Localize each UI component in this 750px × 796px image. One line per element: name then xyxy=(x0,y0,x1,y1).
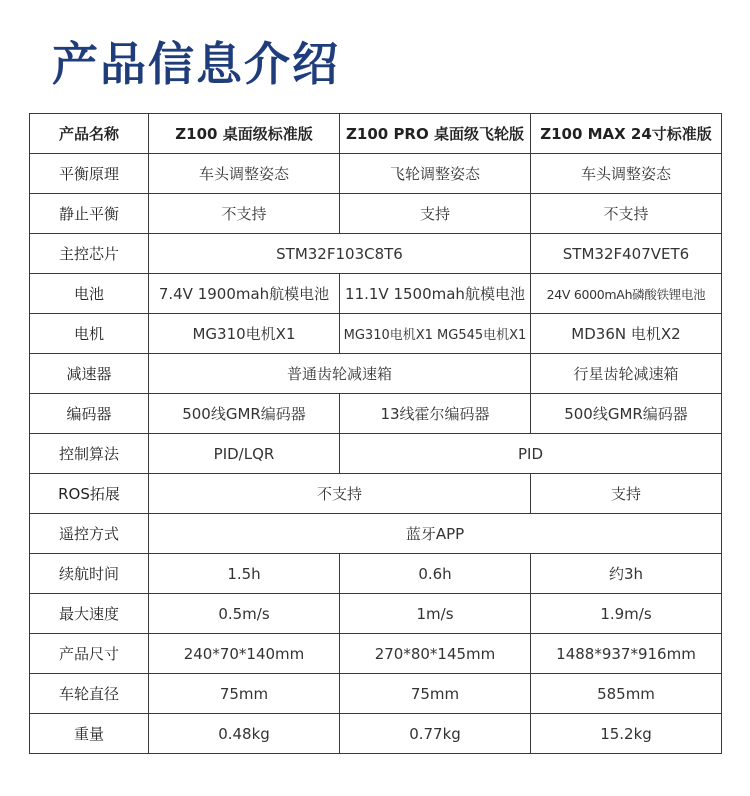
table-cell: 1.9m/s xyxy=(531,594,722,634)
row-label: 控制算法 xyxy=(30,434,149,474)
table-cell: MG310电机X1 MG545电机X1 xyxy=(340,314,531,354)
row-label: 主控芯片 xyxy=(30,234,149,274)
table-cell: 11.1V 1500mah航模电池 xyxy=(340,274,531,314)
table-row xyxy=(30,234,722,274)
row-label: 产品尺寸 xyxy=(30,634,149,674)
table-row xyxy=(30,314,722,354)
table-cell: MD36N 电机X2 xyxy=(531,314,722,354)
product-spec-table xyxy=(29,113,722,754)
table-cell: 270*80*145mm xyxy=(340,634,531,674)
row-label: 遥控方式 xyxy=(30,514,149,554)
table-cell: 75mm xyxy=(340,674,531,714)
table-cell: STM32F407VET6 xyxy=(531,234,722,274)
table-cell: 约3h xyxy=(531,554,722,594)
table-cell: PID xyxy=(340,434,722,474)
product-name-z100-pro: Z100 PRO 桌面级飞轮版 xyxy=(340,114,531,154)
table-cell: 车头调整姿态 xyxy=(149,154,340,194)
table-cell: PID/LQR xyxy=(149,434,340,474)
table-cell: STM32F103C8T6 xyxy=(149,234,531,274)
table-row xyxy=(30,274,722,314)
row-label: 续航时间 xyxy=(30,554,149,594)
table-cell: 蓝牙APP xyxy=(149,514,722,554)
table-cell: MG310电机X1 xyxy=(149,314,340,354)
table-cell: 0.5m/s xyxy=(149,594,340,634)
table-cell: 500线GMR编码器 xyxy=(149,394,340,434)
row-label: 电池 xyxy=(30,274,149,314)
table-header-row xyxy=(30,114,722,154)
table-cell: 585mm xyxy=(531,674,722,714)
table-row xyxy=(30,154,722,194)
table-cell: 15.2kg xyxy=(531,714,722,754)
table-row xyxy=(30,634,722,674)
table-row xyxy=(30,674,722,714)
page-title: 产品信息介绍 xyxy=(52,37,340,91)
row-label: 编码器 xyxy=(30,394,149,434)
table-cell: 0.48kg xyxy=(149,714,340,754)
table-cell: 不支持 xyxy=(531,194,722,234)
table-cell: 500线GMR编码器 xyxy=(531,394,722,434)
table-cell: 0.77kg xyxy=(340,714,531,754)
table-cell: 不支持 xyxy=(149,474,531,514)
table-cell: 1488*937*916mm xyxy=(531,634,722,674)
row-label: ROS拓展 xyxy=(30,474,149,514)
row-label: 减速器 xyxy=(30,354,149,394)
table-row xyxy=(30,394,722,434)
product-name-z100-max: Z100 MAX 24寸标准版 xyxy=(531,114,722,154)
row-label: 重量 xyxy=(30,714,149,754)
table-cell: 13线霍尔编码器 xyxy=(340,394,531,434)
row-label: 静止平衡 xyxy=(30,194,149,234)
table-row xyxy=(30,194,722,234)
table-row xyxy=(30,434,722,474)
table-cell: 24V 6000mAh磷酸铁锂电池 xyxy=(531,274,722,314)
table-row xyxy=(30,714,722,754)
row-label: 电机 xyxy=(30,314,149,354)
table-row xyxy=(30,554,722,594)
table-row xyxy=(30,594,722,634)
table-cell: 240*70*140mm xyxy=(149,634,340,674)
row-label: 产品名称 xyxy=(30,114,149,154)
table-row xyxy=(30,474,722,514)
table-cell: 车头调整姿态 xyxy=(531,154,722,194)
table-cell: 7.4V 1900mah航模电池 xyxy=(149,274,340,314)
row-label: 车轮直径 xyxy=(30,674,149,714)
table-cell: 行星齿轮减速箱 xyxy=(531,354,722,394)
table-cell: 75mm xyxy=(149,674,340,714)
table-cell: 支持 xyxy=(531,474,722,514)
table-cell: 不支持 xyxy=(149,194,340,234)
row-label: 平衡原理 xyxy=(30,154,149,194)
table-cell: 普通齿轮减速箱 xyxy=(149,354,531,394)
table-cell: 1m/s xyxy=(340,594,531,634)
table-row xyxy=(30,514,722,554)
table-cell: 支持 xyxy=(340,194,531,234)
product-name-z100: Z100 桌面级标准版 xyxy=(149,114,340,154)
row-label: 最大速度 xyxy=(30,594,149,634)
table-cell: 1.5h xyxy=(149,554,340,594)
table-cell: 0.6h xyxy=(340,554,531,594)
table-cell: 飞轮调整姿态 xyxy=(340,154,531,194)
table-row xyxy=(30,354,722,394)
